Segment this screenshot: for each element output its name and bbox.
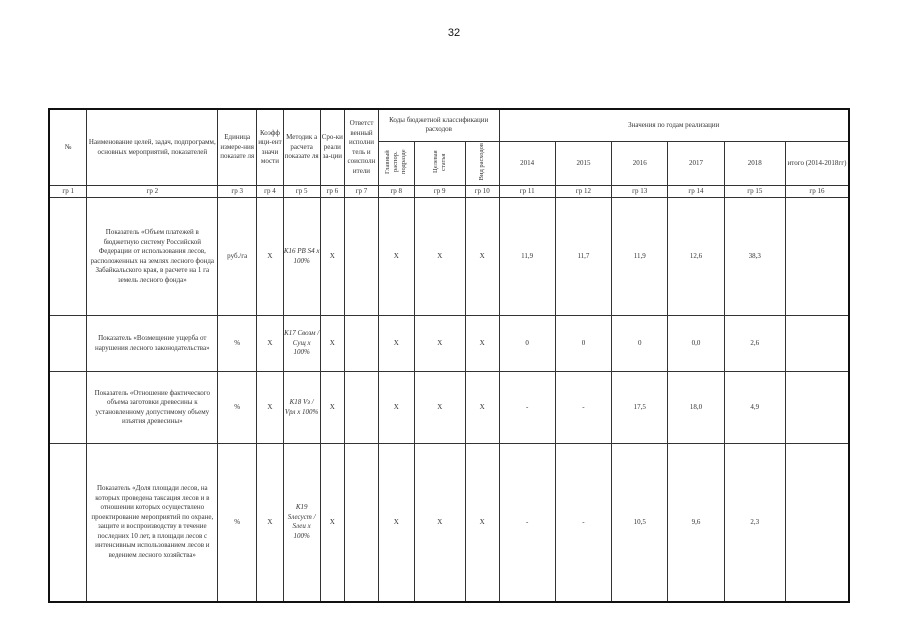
indicator-method: K17 Cвозм / Cущ x 100% (283, 316, 320, 372)
header-code-type: Вид расходов (465, 141, 499, 186)
code-type: X (465, 444, 499, 602)
col-num: гр 4 (257, 186, 284, 198)
value-total (785, 372, 849, 444)
code-main: X (378, 444, 414, 602)
table-row (49, 316, 849, 372)
value-2015: 11,7 (555, 198, 611, 316)
col-num: гр 6 (320, 186, 345, 198)
col-num: гр 12 (555, 186, 611, 198)
code-target: X (414, 444, 465, 602)
indicator-unit: % (218, 372, 257, 444)
col-num: гр 16 (785, 186, 849, 198)
code-target: X (414, 316, 465, 372)
col-num: гр 3 (218, 186, 257, 198)
indicator-term: X (320, 198, 345, 316)
code-type: X (465, 198, 499, 316)
header-responsible: Ответст венный исполни тель и соисполн ители (345, 109, 379, 186)
indicator-responsible (345, 444, 379, 602)
page-number: 32 (447, 27, 461, 39)
indicator-responsible (345, 198, 379, 316)
row-no (49, 444, 87, 602)
indicator-unit: руб./га (218, 198, 257, 316)
col-num: гр 13 (612, 186, 668, 198)
indicator-coef: X (257, 316, 284, 372)
table-row (49, 372, 849, 444)
indicator-coef: X (257, 372, 284, 444)
column-number-row (49, 186, 849, 198)
row-no (49, 198, 87, 316)
value-2014: 11,9 (499, 198, 555, 316)
value-2017: 18,0 (668, 372, 724, 444)
value-2016: 11,9 (612, 198, 668, 316)
header-code-main: Главный распор. подразде (378, 141, 414, 186)
value-2018: 4,9 (724, 372, 785, 444)
indicator-coef: X (257, 444, 284, 602)
header-total: итого (2014-2018гг) (785, 141, 849, 186)
indicator-responsible (345, 372, 379, 444)
header-year-2016: 2016 (612, 141, 668, 186)
header-code-target: Целевая статья (414, 141, 465, 186)
code-target: X (414, 372, 465, 444)
code-target: X (414, 198, 465, 316)
header-values-by-year: Значения по годам реализации (499, 109, 849, 141)
header-name: Наименование целей, задач, подпрограмм, основных мероприятий, показателей (87, 109, 218, 186)
indicator-term: X (320, 372, 345, 444)
code-main: X (378, 316, 414, 372)
value-2015: 0 (555, 316, 611, 372)
indicator-responsible (345, 316, 379, 372)
code-main: X (378, 198, 414, 316)
col-num: гр 11 (499, 186, 555, 198)
indicator-unit: % (218, 444, 257, 602)
value-total (785, 444, 849, 602)
indicator-name: Показатель «Отношение фактического объема заготовки древесины к установленному допустимому объему изъятия древесины» (87, 372, 218, 444)
header-unit: Единица измере-ния показате ля (218, 109, 257, 186)
col-num: гр 14 (668, 186, 724, 198)
value-2018: 38,3 (724, 198, 785, 316)
table-row (49, 198, 849, 316)
header-year-2017: 2017 (668, 141, 724, 186)
col-num: гр 1 (49, 186, 87, 198)
col-num: гр 9 (414, 186, 465, 198)
header-method: Методик а расчета показате ля (283, 109, 320, 186)
header-year-2015: 2015 (555, 141, 611, 186)
value-2015: - (555, 444, 611, 602)
value-2016: 17,5 (612, 372, 668, 444)
header-budget-codes: Коды бюджетной классификации расходов (378, 109, 499, 141)
value-2018: 2,3 (724, 444, 785, 602)
value-2017: 9,6 (668, 444, 724, 602)
indicator-term: X (320, 316, 345, 372)
header-year-2018: 2018 (724, 141, 785, 186)
value-2015: - (555, 372, 611, 444)
col-num: гр 7 (345, 186, 379, 198)
indicator-name: Показатель «Возмещение ущерба от нарушения лесного законодательства» (87, 316, 218, 372)
indicator-method: K18 Vз / Vрл x 100% (283, 372, 320, 444)
header-year-2014: 2014 (499, 141, 555, 186)
value-total (785, 316, 849, 372)
indicator-coef: X (257, 198, 284, 316)
indicator-table (48, 108, 850, 603)
table-row (49, 444, 849, 602)
value-2014: - (499, 372, 555, 444)
code-type: X (465, 372, 499, 444)
value-total (785, 198, 849, 316)
indicator-method: K19 Sлесуст / Sлеи x 100% (283, 444, 320, 602)
value-2014: 0 (499, 316, 555, 372)
value-2017: 12,6 (668, 198, 724, 316)
value-2016: 10,5 (612, 444, 668, 602)
col-num: гр 8 (378, 186, 414, 198)
value-2018: 2,6 (724, 316, 785, 372)
code-type: X (465, 316, 499, 372)
row-no (49, 316, 87, 372)
value-2014: - (499, 444, 555, 602)
header-term: Сро-ки реали за-ции (320, 109, 345, 186)
col-num: гр 5 (283, 186, 320, 198)
code-main: X (378, 372, 414, 444)
indicator-method: K16 PB S4 x 100% (283, 198, 320, 316)
header-coef: Коэфф ици-ент значи мости (257, 109, 284, 186)
col-num: гр 10 (465, 186, 499, 198)
col-num: гр 15 (724, 186, 785, 198)
row-no (49, 372, 87, 444)
indicator-unit: % (218, 316, 257, 372)
header-no: № (49, 109, 87, 186)
value-2016: 0 (612, 316, 668, 372)
value-2017: 0,0 (668, 316, 724, 372)
indicator-name: Показатель «Объем платежей в бюджетную систему Российской Федерации от использования лесов, расположенных на землях лесного фонда Забайкальского края, в расчете на 1 га земель лесного фонда» (87, 198, 218, 316)
indicator-term: X (320, 444, 345, 602)
col-num: гр 2 (87, 186, 218, 198)
indicator-name: Показатель «Доля площади лесов, на которых проведена таксация лесов и в отношении которых осуществлено проектирование мероприятий по охране, защите и воспроизводству в течение последних 10 лет, в площади лесов с интенсивным использованием лесов и ведением лесного хозяйства» (87, 444, 218, 602)
